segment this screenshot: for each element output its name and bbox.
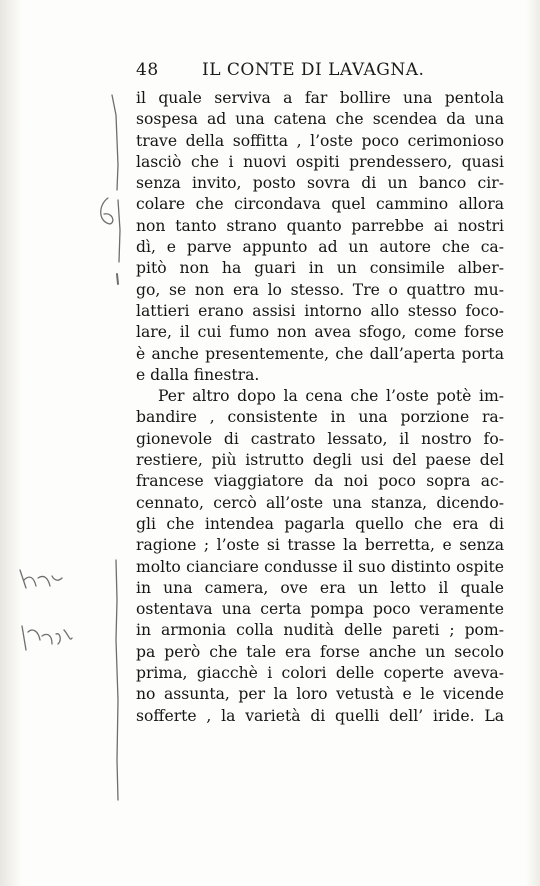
- text-line: in una camera, ove era un letto il quale: [136, 578, 504, 597]
- text-line: è anche presentemente, che dall’aperta porta: [136, 344, 504, 363]
- text-line: prima, giacchè i colori delle coperte aveva-: [136, 664, 504, 683]
- text-line: francese viaggiatore da noi poco sopra ac-: [136, 472, 504, 491]
- text-line: bandire , consistente in una porzione ra-: [136, 408, 504, 427]
- text-line: il quale serviva a far bollire una pentola: [136, 89, 504, 107]
- text-line: trave della soffitta , l’oste poco cerimonioso: [136, 131, 504, 150]
- text-line: cennato, cercò all’oste una stanza, dicendo-: [136, 493, 504, 512]
- text-line: pa però che tale era forse anche un secolo: [136, 642, 504, 661]
- text-line: ostentava una certa pompa poco veramente: [136, 600, 504, 619]
- text-line: no assunta, per la loro vetustà e le vicende: [136, 685, 504, 704]
- margin-line-mark: [116, 560, 118, 800]
- text-line: pitò non ha guari in un consimile alber-: [136, 259, 504, 278]
- text-line: gionevole di castrato lessato, il nostro fo-: [136, 429, 504, 448]
- text-line: restiere, più istrutto degli usi del paese del: [136, 451, 504, 470]
- text-line: in armonia colla nudità delle pareti ; pom-: [136, 621, 504, 640]
- text-line: molto cianciare condusse il suo distinto ospite: [136, 557, 504, 576]
- bracket-mark: [101, 198, 113, 224]
- text-line: dì, e parve appunto ad un autore che ca-: [136, 238, 504, 257]
- text-line: colare che circondava quel cammino allora: [136, 195, 504, 214]
- handwritten-scribble: [20, 570, 62, 588]
- text-line: go, se non era lo stesso. Tre o quattro mu-: [136, 280, 504, 299]
- page-edge-right: [526, 0, 540, 886]
- margin-line-mark: [118, 200, 120, 262]
- body-text: [136, 88, 504, 727]
- text-line: ragione ; l’oste si trasse la berretta, e senza: [136, 536, 504, 555]
- text-line: non tanto strano quanto parrebbe ai nostri: [136, 216, 504, 235]
- running-title: IL CONTE DI LAVAGNA.: [202, 60, 425, 80]
- text-line: senza invito, posto sovra di un banco cir-: [136, 174, 504, 193]
- page-number: 48: [136, 60, 159, 80]
- text-line: e dalla finestra.: [136, 365, 260, 384]
- text-line: sofferte , la varietà di quelli dell’ iride. La: [136, 706, 504, 725]
- text-line: lattieri erano assisi intorno allo stesso foco-: [136, 301, 504, 320]
- text-line: lare, il cui fumo non avea sfogo, come forse: [136, 323, 504, 342]
- text-line: sospesa ad una catena che scendea da una: [136, 110, 504, 129]
- text-line: gli che intendea pagarla quello che era di: [136, 514, 504, 533]
- text-line: lasciò che i nuovi ospiti prendessero, quasi: [136, 152, 504, 171]
- running-header: [136, 60, 446, 84]
- tick-mark: [117, 274, 118, 284]
- handwritten-scribble: [22, 626, 72, 650]
- page-edge-left: [0, 0, 22, 886]
- text-line: Per altro dopo la cena che l’oste potè im-: [158, 387, 504, 406]
- margin-line-mark: [112, 95, 118, 190]
